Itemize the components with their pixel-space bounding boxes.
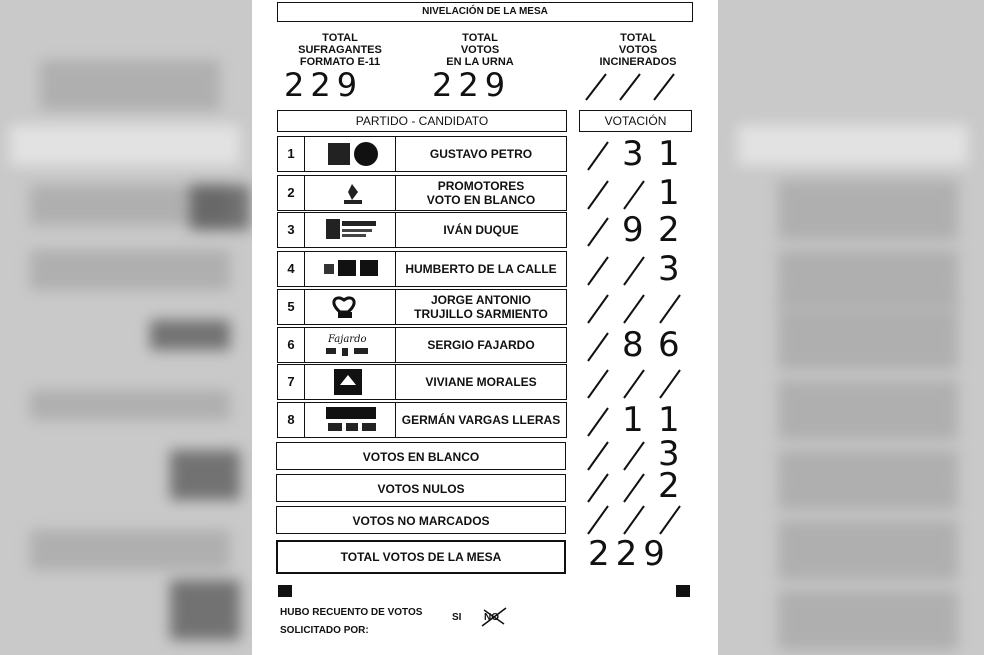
mejor-vargas-lleras-logo	[322, 405, 382, 435]
candidate-name: GERMÁN VARGAS LLERAS	[401, 413, 561, 427]
alignment-marker-left	[278, 585, 292, 597]
candidate-number: 4	[287, 261, 295, 276]
centro-democratico-logo	[322, 215, 382, 245]
candidate-name: HUMBERTO DE LA CALLE	[405, 262, 557, 276]
urna-value: 229	[432, 66, 512, 104]
liberal-logo	[322, 254, 382, 284]
colombia-humana-logo	[322, 139, 382, 169]
candidate-votes: 1 1	[584, 400, 696, 440]
summary-votes: 2	[584, 466, 696, 506]
candidate-name: IVÁN DUQUE	[443, 223, 519, 237]
fajardo-coalicion-logo	[322, 330, 382, 360]
summary-votes	[584, 498, 696, 538]
incinerados-label: TOTAL VOTOS INCINERADOS	[599, 32, 677, 68]
summary-label: VOTOS NULOS	[377, 482, 465, 496]
recount-no-option: NO	[484, 612, 499, 623]
todos-somos-colombia-logo	[322, 292, 382, 322]
recount-yes-option: SI	[452, 612, 462, 623]
candidate-votes: 3	[584, 249, 696, 289]
urna-label: TOTAL VOTOS EN LA URNA	[446, 32, 514, 68]
ballot-tally-sheet	[252, 0, 718, 655]
candidate-number: 6	[287, 337, 295, 352]
blurred-background-right	[718, 0, 984, 655]
candidate-name: JORGE ANTONIO TRUJILLO SARMIENTO	[414, 293, 548, 321]
svg-text:Fajardo: Fajardo	[328, 334, 367, 345]
candidate-votes: 9 2	[584, 210, 696, 250]
incinerados-value-slashes	[582, 70, 692, 104]
recount-question: HUBO RECUENTO DE VOTOS SOLICITADO POR:	[280, 607, 423, 636]
candidate-votes	[584, 362, 696, 402]
candidate-number: 2	[287, 185, 295, 200]
candidate-name: VIVIANE MORALES	[425, 375, 537, 389]
total-votes-value: 229	[588, 534, 671, 574]
no-crossed-mark	[478, 606, 510, 628]
votes-column-header: VOTACIÓN	[604, 114, 667, 128]
candidate-name: GUSTAVO PETRO	[429, 147, 533, 161]
candidate-votes: 1	[584, 173, 696, 213]
candidate-votes	[584, 287, 696, 327]
total-label: TOTAL VOTOS DE LA MESA	[340, 550, 502, 564]
candidate-votes: 8 6	[584, 325, 696, 365]
blurred-background-left	[0, 0, 252, 655]
candidate-number: 3	[287, 222, 295, 237]
somos-logo	[322, 367, 382, 397]
candidate-number: 7	[287, 374, 295, 389]
voto-en-blanco-logo	[322, 178, 382, 208]
candidate-votes: 3 1	[584, 134, 696, 174]
alignment-marker-right	[676, 585, 690, 597]
summary-votes: 3	[584, 434, 696, 474]
candidate-number: 1	[287, 146, 295, 161]
candidate-number: 8	[287, 412, 295, 427]
summary-label: VOTOS EN BLANCO	[362, 450, 480, 464]
candidate-name: SERGIO FAJARDO	[427, 338, 535, 352]
sufragantes-value: 229	[284, 66, 364, 104]
candidate-name: PROMOTORES VOTO EN BLANCO	[426, 179, 536, 207]
sufragantes-label: TOTAL SUFRAGANTES FORMATO E-11	[298, 32, 382, 68]
summary-label: VOTOS NO MARCADOS	[352, 514, 490, 528]
party-column-header: PARTIDO - CANDIDATO	[355, 114, 489, 128]
page-title: NIVELACIÓN DE LA MESA	[422, 6, 548, 17]
candidate-number: 5	[287, 299, 295, 314]
